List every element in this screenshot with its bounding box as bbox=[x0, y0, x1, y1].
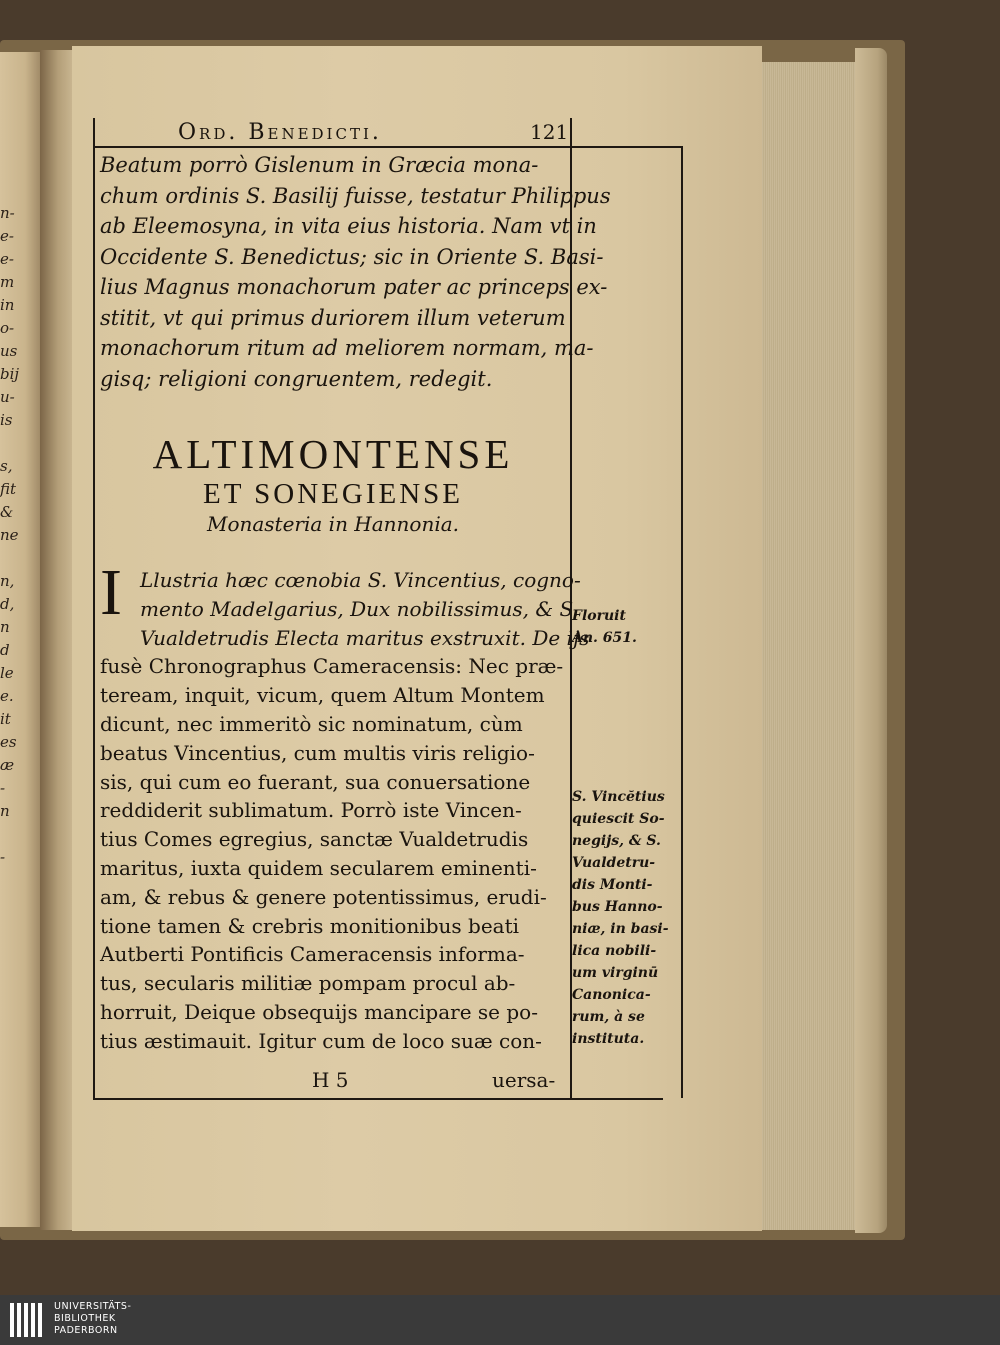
signature-mark: H 5 bbox=[312, 1068, 349, 1092]
text-line: tius Comes egregius, sanctæ Vualdetrudis bbox=[100, 827, 529, 852]
header-rule bbox=[93, 146, 683, 148]
left-page-fragment bbox=[0, 892, 16, 915]
left-page-fragment: it bbox=[0, 710, 11, 728]
left-page-fragment: o- bbox=[0, 319, 15, 337]
intro-paragraph bbox=[100, 150, 611, 394]
text-line: gisq; religioni congruentem, redegit. bbox=[100, 366, 493, 391]
left-page-fragment: - bbox=[0, 848, 6, 866]
text-line: horruit, Deique obsequijs mancipare se po- bbox=[100, 999, 538, 1024]
text-line: dicunt, nec immeritò sic nominatum, cùm bbox=[100, 711, 523, 736]
library-footer-bar bbox=[0, 1295, 1000, 1345]
margin-note-line: dis Monti- bbox=[572, 877, 653, 893]
page-number: 121 bbox=[530, 120, 569, 144]
margin-note-line: instituta. bbox=[572, 1031, 645, 1047]
left-page-fragment: - bbox=[0, 779, 6, 797]
text-line: lius Magnus monachorum pater ac princeps ex- bbox=[100, 275, 608, 299]
text-line: Beatum porrò Gislenum in Græcia mona- bbox=[100, 153, 539, 177]
margin-note-line: S. Vincĕtius bbox=[572, 789, 665, 805]
text-line: fusè Chronographus Cameracensis: Nec præ- bbox=[100, 654, 564, 679]
margin-note-line: Canonica- bbox=[572, 987, 651, 1003]
left-page-fragment: æ bbox=[0, 756, 15, 774]
text-line: Llustria hæc cœnobia S. Vincentius, cogno- bbox=[140, 568, 581, 592]
left-page-fragment: is bbox=[0, 411, 13, 429]
margin-note-line: niæ, in basi- bbox=[572, 921, 669, 937]
left-page-fragment: u- bbox=[0, 388, 15, 406]
left-page-text-fragments bbox=[0, 202, 20, 984]
running-head: Ord. Benedicti. bbox=[178, 120, 382, 145]
logo-line: BIBLIOTHEK bbox=[54, 1313, 116, 1324]
section-subheading: ET SONEGIENSE bbox=[203, 478, 463, 510]
text-line: teream, inquit, vicum, quem Altum Montem bbox=[100, 683, 545, 708]
text-line: Vualdetrudis Electa maritus exstruxit. De ijs bbox=[140, 625, 590, 650]
left-page-fragment: ne bbox=[0, 526, 19, 544]
left-page-fragment: d bbox=[0, 641, 10, 659]
left-page-edge bbox=[0, 52, 42, 1227]
left-page-fragment bbox=[0, 547, 16, 570]
library-logo-icon bbox=[10, 1303, 44, 1337]
text-line: mento Madelgarius, Dux nobilissimus, & S. bbox=[140, 596, 579, 621]
left-page-fragment: s, bbox=[0, 457, 13, 475]
left-page-fragment: fit bbox=[0, 480, 17, 498]
drop-cap: I bbox=[100, 556, 122, 629]
text-line: sis, qui cum eo fuerant, sua conuersatione bbox=[100, 769, 531, 794]
left-page-fragment: n bbox=[0, 618, 10, 636]
left-page-fragment bbox=[0, 869, 16, 892]
left-page-fragment: bij bbox=[0, 365, 20, 383]
left-page-fragment: n- bbox=[0, 204, 15, 222]
left-page-fragment bbox=[0, 961, 16, 984]
back-board bbox=[855, 48, 887, 1233]
margin-note-line: lica nobili- bbox=[572, 943, 657, 959]
text-line: beatus Vincentius, cum multis viris religio- bbox=[100, 740, 535, 765]
text-line: tus, secularis militiæ pompam procul ab- bbox=[100, 971, 516, 996]
text-line: stitit, vt qui primus duriorem illum veterum bbox=[100, 305, 566, 330]
text-line: tione tamen & crebris monitionibus beati bbox=[100, 913, 520, 938]
margin-note-line: Vualdetru- bbox=[572, 855, 656, 871]
left-page-fragment: d, bbox=[0, 595, 15, 613]
text-line: Occidente S. Benedictus; sic in Oriente S. Basi- bbox=[100, 244, 604, 269]
left-page-fragment bbox=[0, 823, 16, 846]
left-page-fragment: n, bbox=[0, 572, 15, 590]
text-line: Autberti Pontificis Cameracensis informa- bbox=[100, 942, 525, 967]
footer-rule bbox=[93, 1098, 663, 1100]
text-line: am, & rebus & genere potentissimus, erudi- bbox=[100, 884, 547, 909]
left-page-fragment: in bbox=[0, 296, 15, 314]
left-page-fragment: e- bbox=[0, 250, 14, 268]
text-line: ab Eleemosyna, in vita eius historia. Nam vt in bbox=[100, 214, 597, 238]
left-page-fragment: us bbox=[0, 342, 18, 360]
margin-note-line: um virginū bbox=[572, 965, 659, 981]
margin-note-date bbox=[572, 605, 637, 649]
margin-note-line: negijs, & S. bbox=[572, 833, 661, 849]
left-page-fragment bbox=[0, 915, 16, 938]
body-paragraph bbox=[100, 566, 590, 1056]
section-subtitle: Monasteria in Hannonia. bbox=[206, 512, 460, 536]
left-page-fragment: le bbox=[0, 664, 14, 682]
text-line: tius æstimauit. Igitur cum de loco suæ con- bbox=[100, 1028, 542, 1053]
left-page-fragment bbox=[0, 938, 16, 961]
logo-line: UNIVERSITÄTS- bbox=[54, 1301, 132, 1312]
left-page-fragment: n bbox=[0, 802, 10, 820]
margin-note-line: rum, à se bbox=[572, 1009, 645, 1025]
margin-note-line: quiescit So- bbox=[572, 811, 665, 827]
logo-line: PADERBORN bbox=[54, 1325, 118, 1336]
margin-note-line: An. 651. bbox=[572, 630, 637, 646]
margin-note-burial bbox=[572, 786, 669, 1050]
text-line: maritus, iuxta quidem secularem eminenti- bbox=[100, 855, 537, 880]
left-page-fragment: e- bbox=[0, 227, 14, 245]
text-line: chum ordinis S. Basilij fuisse, testatur Philippus bbox=[100, 183, 611, 208]
text-line: reddiderit sublimatum. Porrò iste Vincen- bbox=[100, 798, 522, 823]
left-page-fragment: es bbox=[0, 733, 17, 751]
left-page-fragment: & bbox=[0, 503, 14, 521]
catchword: uersa- bbox=[492, 1068, 556, 1092]
left-page-fragment bbox=[0, 432, 16, 455]
margin-note-line: Floruit bbox=[572, 608, 626, 624]
margin-note-line: bus Hanno- bbox=[572, 899, 663, 915]
left-page-fragment: m bbox=[0, 273, 15, 291]
library-logo-text bbox=[54, 1301, 131, 1337]
text-line: monachorum ritum ad meliorem normam, ma- bbox=[100, 336, 594, 360]
left-page-fragment: e. bbox=[0, 687, 14, 705]
section-heading: ALTIMONTENSE bbox=[152, 431, 514, 477]
margin-frame-border bbox=[681, 148, 683, 1098]
